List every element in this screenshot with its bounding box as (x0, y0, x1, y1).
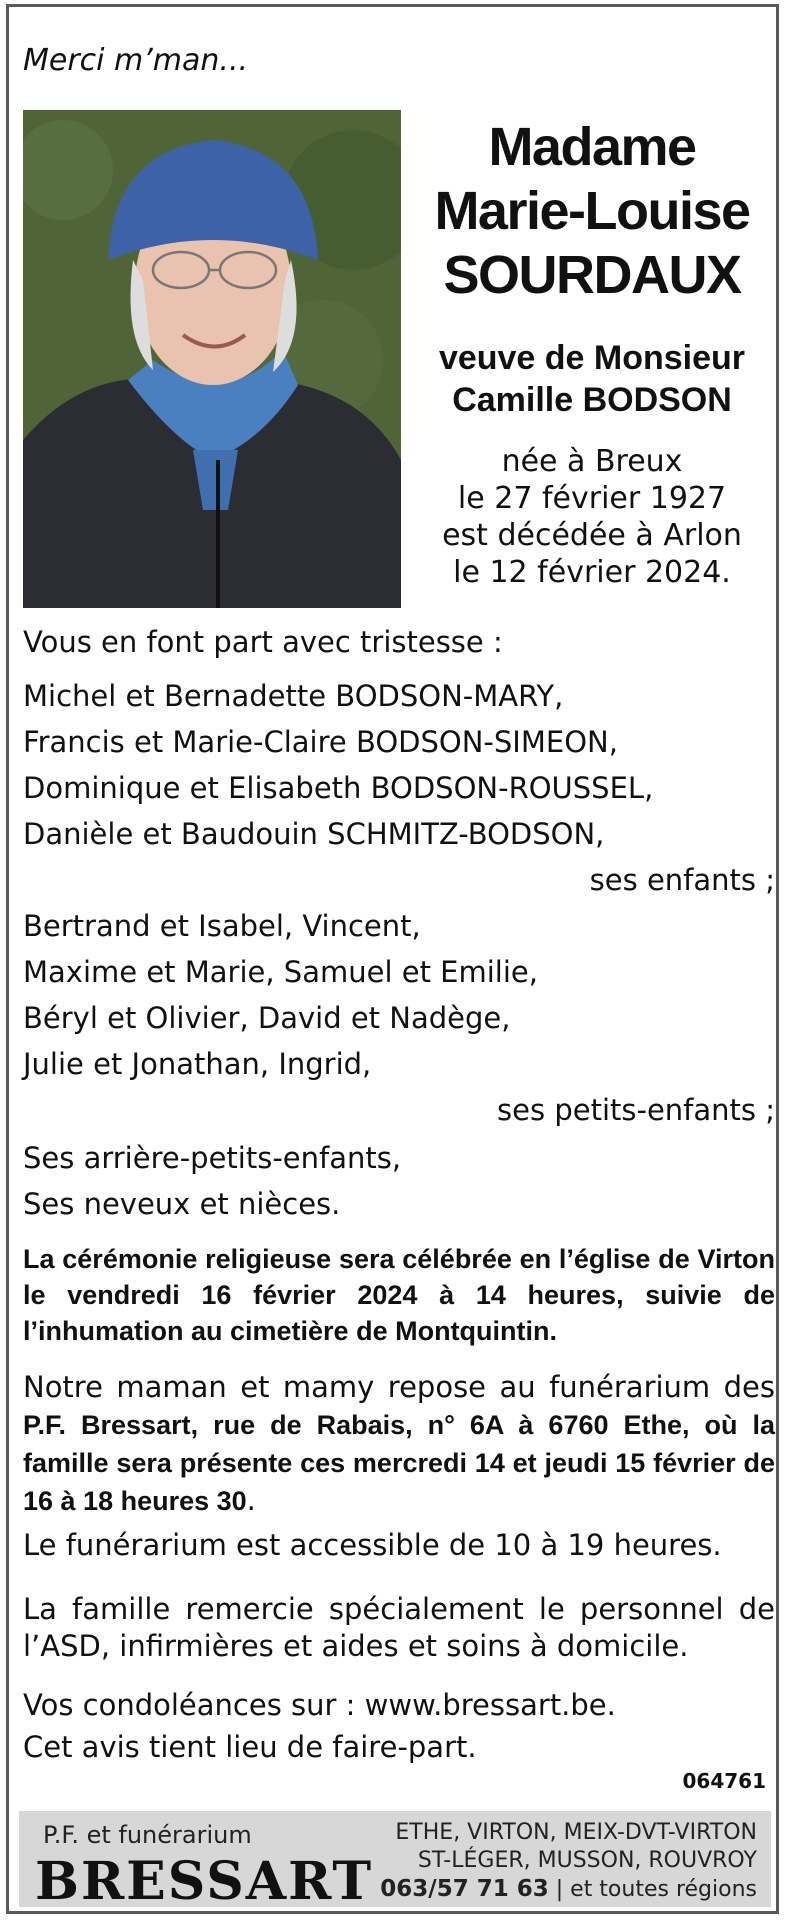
children-label: ses enfants ; (589, 863, 775, 897)
footer-brand-logo: BRESSART (35, 1851, 374, 1912)
list-item: Dominique et Elisabeth BODSON-ROUSSEL, (23, 771, 654, 805)
funeral-home-details: P.F. Bressart, rue de Rabais, n° 6A à 6760 Ethe, où la famille sera présente ces mercredi 14 et jeudi 15 février de 16 à 18 heures 30 (23, 1410, 775, 1516)
footer-contact (380, 1819, 757, 1904)
announce-line (23, 619, 775, 665)
last-name: SOURDAUX (443, 245, 741, 305)
list-item: Maxime et Marie, Samuel et Emilie, (23, 955, 538, 989)
widow-line-1: veuve de Monsieur (438, 339, 746, 377)
footer-towns-2: ST-LÉGER, MUSSON, ROUVROY (417, 1848, 757, 1873)
thanks-text: La famille remercie spécialement le personnel de l’ASD, infirmières et aides et soins à domicile. (23, 1592, 775, 1663)
funeral-home-footer (19, 1811, 771, 1912)
notice-text: Cet avis tient lieu de faire-part. (23, 1730, 477, 1764)
obituary-notice (6, 4, 779, 1914)
birth-death-info (409, 443, 775, 591)
list-item: Ses neveux et nièces. (23, 1187, 341, 1221)
intro-text: Merci m’man... (23, 43, 249, 78)
footer-phone: 063/57 71 63 (380, 1876, 549, 1902)
access-text: Le funérarium est accessible de 10 à 19 heures. (23, 1528, 722, 1562)
first-name: Marie-Louise (434, 181, 750, 241)
funeral-home-intro: Notre maman et mamy repose au funérarium des (23, 1370, 775, 1404)
born-place: née à Breux (501, 444, 683, 479)
condolences-text: Vos condoléances sur : www.bressart.be. (23, 1688, 616, 1722)
portrait-photo (23, 110, 401, 608)
widow-line (409, 337, 775, 421)
list-item: Michel et Bernadette BODSON-MARY, (23, 679, 564, 713)
reference-number: 064761 (682, 1769, 766, 1793)
list-item: Béryl et Olivier, David et Nadège, (23, 1001, 511, 1035)
funeral-home-text (23, 1369, 775, 1520)
died-date: le 12 février 2024. (453, 555, 731, 590)
name-block (409, 115, 775, 591)
list-item: Danièle et Baudouin SCHMITZ-BODSON, (23, 817, 605, 851)
grandchildren-label: ses petits-enfants ; (497, 1093, 775, 1127)
list-item: Bertrand et Isabel, Vincent, (23, 909, 421, 943)
funeral-home-end: . (246, 1483, 256, 1517)
list-item: Francis et Marie-Claire BODSON-SIMEON, (23, 725, 618, 759)
honorific: Madame (488, 117, 696, 177)
list-item: Ses arrière-petits-enfants, (23, 1141, 402, 1175)
ceremony-text: La cérémonie religieuse sera célébrée en l’église de Virton le vendredi 16 février 2024 à 14 heures, suivie de l’inhumation au cimetière de Montquintin. (23, 1244, 775, 1346)
footer-regions: et toutes régions (570, 1877, 757, 1902)
grandchildren-list (23, 903, 775, 1133)
list-item: Julie et Jonathan, Ingrid, (23, 1047, 372, 1081)
born-date: le 27 février 1927 (457, 481, 727, 516)
others-list (23, 1135, 775, 1227)
footer-phone-line: 063/57 71 63 | et toutes régions (380, 1876, 757, 1902)
footer-subtitle: P.F. et funérarium (43, 1821, 252, 1849)
widow-line-2: Camille BODSON (452, 381, 732, 419)
footer-towns-1: ETHE, VIRTON, MEIX-DVT-VIRTON (395, 1820, 757, 1845)
announce-text: Vous en font part avec tristesse : (23, 625, 503, 659)
died-place: est décédée à Arlon (442, 518, 742, 553)
children-list (23, 673, 775, 903)
